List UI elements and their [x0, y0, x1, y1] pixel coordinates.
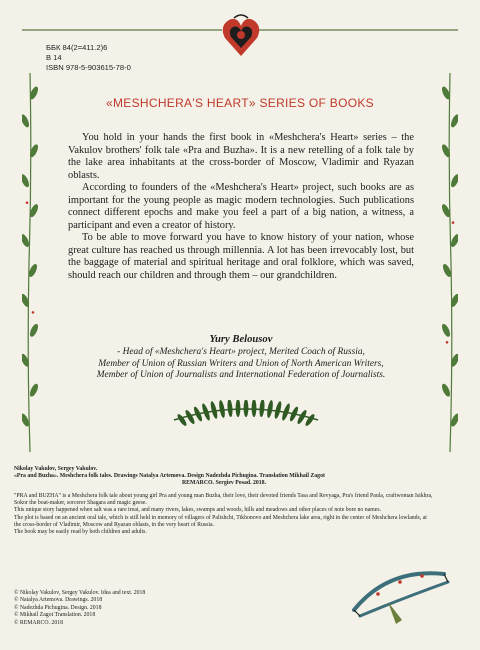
fern-ornament [170, 400, 322, 430]
imprint-description: The plot is based on an ancient oral tale, which is still held in memory of villagers of Palishchi, Tikhonovo and Meshchera lake area, right in the center of Meshchera lowlands, at the cross-border of Vladimir, Moscow and Ryazan oblasts, in the very heart of Russia. [14, 514, 427, 528]
bbk-code: ББК 84(2=411.2)6 [46, 43, 108, 52]
isbn: ISBN 978-5-903615-78-0 [46, 63, 131, 72]
imprint-description: This unique story happened when salt was a rare treat, and many rivers, lakes, swamps and woods, hills and meadows and other places of note bore no names. [14, 507, 382, 514]
copyright-line: © Natalya Artemova. Drawings. 2018 [14, 597, 103, 604]
imprint-description: The book may be easily read by both children and adults. [14, 528, 147, 535]
copyright-line: © Nadezhda Pichugina. Design. 2018 [14, 604, 102, 611]
imprint-authors: Nikolay Vakulov, Sergey Vakulov. [14, 466, 98, 472]
imprint-book: «Pra and Buzha». Meshchera folk tales. Drawings Natalya Artemova. Design Nadezhda Pichugina. Translation Mikhail Zagot [14, 473, 325, 480]
paragraph: According to founders of the «Meshchera's Heart» project, such books are as important for the young people as magic modern technologies. Such publications connect different epochs and make you feel a part of a big nation, a witness, a participant and even a creator of history. [68, 182, 414, 231]
foreword-text [68, 132, 414, 282]
imprint-block [14, 466, 434, 536]
paragraph: You hold in your hands the first book in «Meshchera's Heart» series – the Vakulov brothers' folk tale «Pra and Buzha». It is a new retelling of a folk tale by the lake area inhabitants at the cross-border of Moscow, Vladimir and Ryazan oblasts. [68, 132, 414, 181]
imprint-description: "PRA and BUZHA" is a Meshchera folk tale about young girl Pra and young man Buzha, their love, their devoted friends Tasa and Revyaga, Pra's friend Paula, craftwoman Isikhra, Sokor the boat-maker, sorcerer Shagara and magic geese. [14, 493, 433, 507]
copyright-line: © Nikolay Vakulov, Sergey Vakulov. Idea and text. 2018 [14, 590, 146, 596]
copyright-block [14, 590, 145, 627]
series-title: «MESHCHERA'S HEART» SERIES OF BOOKS [106, 96, 374, 110]
imprint-publisher: REMARCO. Sergiev Posad. 2018. [181, 480, 267, 487]
copyright-line: © Mikhail Zagot Translation. 2018 [14, 612, 96, 619]
left-vine-border [22, 73, 38, 452]
signature-name: Yury Belousov [209, 334, 273, 345]
signature-role: - Head of «Meshchera's Heart» project, Merited Coach of Russia, [117, 347, 365, 358]
meshchera-heart-logo [221, 12, 261, 58]
signature-block [68, 334, 414, 382]
catalog-info [46, 43, 131, 73]
author-mark: В 14 [46, 53, 62, 62]
signature-role: Member of Union of Journalists and International Federation of Journalists. [96, 370, 386, 381]
copyright-line: © REMARCO. 2018 [14, 619, 64, 626]
right-vine-border [442, 73, 458, 452]
bow-illustration [348, 560, 458, 630]
signature-role: Member of Union of Russian Writers and Union of North American Writers, [98, 358, 384, 369]
paragraph: To be able to move forward you have to know history of your nation, whose great culture has reached us through millennia. A lot has been irrevocably lost, but the baggage of material and spiritual heritage and oral folklore, which was saved, should reach our children and through them – our grandchildren. [68, 232, 414, 281]
